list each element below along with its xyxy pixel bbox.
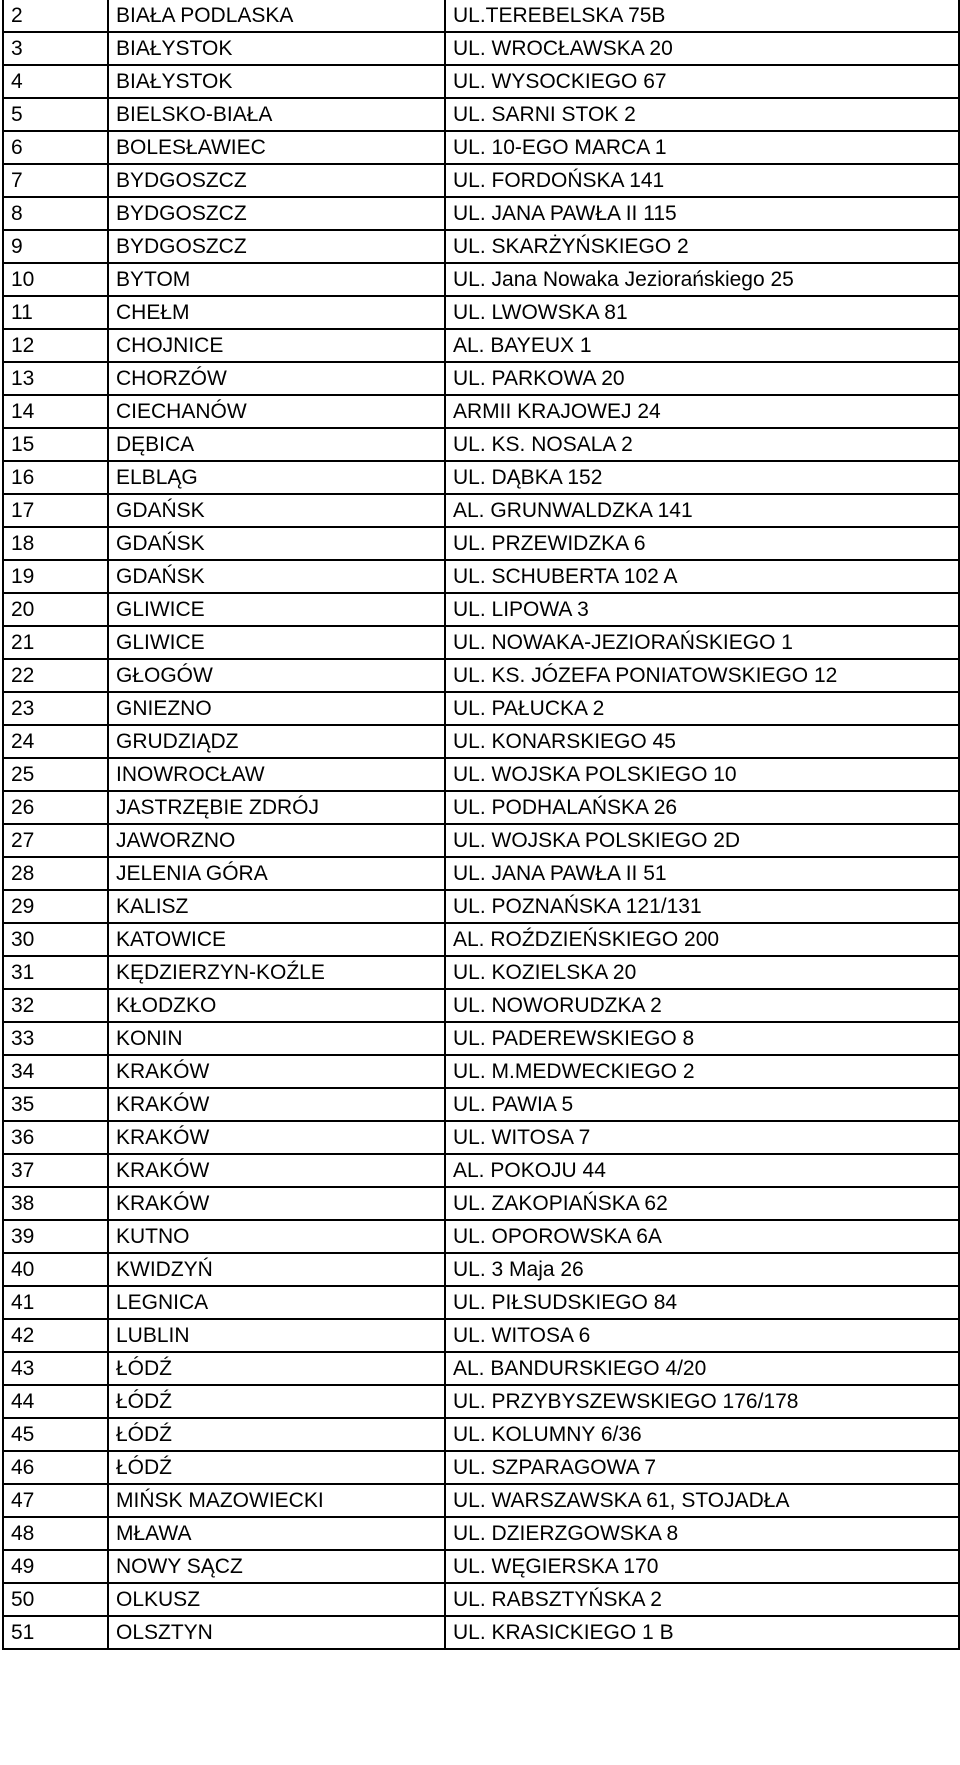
address-cell: UL. KOLUMNY 6/36 [445, 1418, 959, 1451]
city-cell: GŁOGÓW [108, 659, 445, 692]
city-cell: JAWORZNO [108, 824, 445, 857]
city-cell: BYDGOSZCZ [108, 230, 445, 263]
row-number-cell: 15 [3, 428, 108, 461]
row-number-cell: 50 [3, 1583, 108, 1616]
row-number-cell: 29 [3, 890, 108, 923]
table-row [3, 1451, 959, 1484]
city-cell: KUTNO [108, 1220, 445, 1253]
row-number-cell: 14 [3, 395, 108, 428]
address-cell: UL. KRASICKIEGO 1 B [445, 1616, 959, 1649]
row-number-cell: 34 [3, 1055, 108, 1088]
address-cell: UL. NOWAKA-JEZIORAŃSKIEGO 1 [445, 626, 959, 659]
table-row [3, 890, 959, 923]
row-number-cell: 11 [3, 296, 108, 329]
row-number-cell: 20 [3, 593, 108, 626]
address-cell: UL. DZIERZGOWSKA 8 [445, 1517, 959, 1550]
table-row [3, 593, 959, 626]
table-row [3, 560, 959, 593]
address-cell: UL. ZAKOPIAŃSKA 62 [445, 1187, 959, 1220]
table-row [3, 0, 959, 32]
city-cell: KWIDZYŃ [108, 1253, 445, 1286]
city-cell: KRAKÓW [108, 1088, 445, 1121]
table-row [3, 65, 959, 98]
city-cell: GDAŃSK [108, 560, 445, 593]
address-cell: ARMII KRAJOWEJ 24 [445, 395, 959, 428]
row-number-cell: 41 [3, 1286, 108, 1319]
city-cell: GDAŃSK [108, 527, 445, 560]
row-number-cell: 36 [3, 1121, 108, 1154]
address-cell: UL. RABSZTYŃSKA 2 [445, 1583, 959, 1616]
table-row [3, 395, 959, 428]
city-cell: KRAKÓW [108, 1055, 445, 1088]
table-row [3, 1253, 959, 1286]
row-number-cell: 3 [3, 32, 108, 65]
address-cell: UL. SCHUBERTA 102 A [445, 560, 959, 593]
row-number-cell: 27 [3, 824, 108, 857]
address-cell: UL. PAWIA 5 [445, 1088, 959, 1121]
address-cell: UL. SARNI STOK 2 [445, 98, 959, 131]
row-number-cell: 18 [3, 527, 108, 560]
address-cell: UL. WĘGIERSKA 170 [445, 1550, 959, 1583]
city-cell: MŁAWA [108, 1517, 445, 1550]
row-number-cell: 6 [3, 131, 108, 164]
row-number-cell: 25 [3, 758, 108, 791]
address-cell: UL. NOWORUDZKA 2 [445, 989, 959, 1022]
city-cell: MIŃSK MAZOWIECKI [108, 1484, 445, 1517]
city-cell: BIAŁYSTOK [108, 65, 445, 98]
address-cell: UL. PADEREWSKIEGO 8 [445, 1022, 959, 1055]
address-cell: UL. SKARŻYŃSKIEGO 2 [445, 230, 959, 263]
address-cell: UL. LIPOWA 3 [445, 593, 959, 626]
city-cell: BIAŁA PODLASKA [108, 0, 445, 32]
table-row [3, 362, 959, 395]
table-row [3, 164, 959, 197]
row-number-cell: 46 [3, 1451, 108, 1484]
city-cell: BYTOM [108, 263, 445, 296]
row-number-cell: 51 [3, 1616, 108, 1649]
address-cell: UL. KS. JÓZEFA PONIATOWSKIEGO 12 [445, 659, 959, 692]
address-cell: UL. KS. NOSALA 2 [445, 428, 959, 461]
address-cell: UL. Jana Nowaka Jeziorańskiego 25 [445, 263, 959, 296]
row-number-cell: 19 [3, 560, 108, 593]
city-cell: KRAKÓW [108, 1187, 445, 1220]
city-cell: INOWROCŁAW [108, 758, 445, 791]
address-cell: UL. LWOWSKA 81 [445, 296, 959, 329]
locations-table [2, 0, 960, 1650]
table-row [3, 1187, 959, 1220]
address-cell: UL. WOJSKA POLSKIEGO 10 [445, 758, 959, 791]
table-row [3, 263, 959, 296]
table-row [3, 758, 959, 791]
table-row [3, 923, 959, 956]
row-number-cell: 35 [3, 1088, 108, 1121]
table-row [3, 692, 959, 725]
row-number-cell: 39 [3, 1220, 108, 1253]
table-row [3, 1319, 959, 1352]
city-cell: BYDGOSZCZ [108, 164, 445, 197]
city-cell: CHORZÓW [108, 362, 445, 395]
address-cell: AL. BAYEUX 1 [445, 329, 959, 362]
table-row [3, 1088, 959, 1121]
row-number-cell: 26 [3, 791, 108, 824]
city-cell: GRUDZIĄDZ [108, 725, 445, 758]
table-row [3, 98, 959, 131]
city-cell: KONIN [108, 1022, 445, 1055]
row-number-cell: 24 [3, 725, 108, 758]
city-cell: ŁÓDŹ [108, 1385, 445, 1418]
address-cell: AL. ROŹDZIEŃSKIEGO 200 [445, 923, 959, 956]
city-cell: CHOJNICE [108, 329, 445, 362]
row-number-cell: 23 [3, 692, 108, 725]
table-row [3, 230, 959, 263]
address-cell: UL. DĄBKA 152 [445, 461, 959, 494]
row-number-cell: 21 [3, 626, 108, 659]
table-row [3, 527, 959, 560]
row-number-cell: 30 [3, 923, 108, 956]
row-number-cell: 2 [3, 0, 108, 32]
city-cell: ŁÓDŹ [108, 1451, 445, 1484]
locations-table-body [3, 0, 959, 1649]
city-cell: LUBLIN [108, 1319, 445, 1352]
address-cell: UL. PIŁSUDSKIEGO 84 [445, 1286, 959, 1319]
row-number-cell: 8 [3, 197, 108, 230]
address-cell: UL. M.MEDWECKIEGO 2 [445, 1055, 959, 1088]
address-cell: UL. OPOROWSKA 6A [445, 1220, 959, 1253]
row-number-cell: 44 [3, 1385, 108, 1418]
city-cell: JELENIA GÓRA [108, 857, 445, 890]
city-cell: CHEŁM [108, 296, 445, 329]
city-cell: KRAKÓW [108, 1154, 445, 1187]
row-number-cell: 33 [3, 1022, 108, 1055]
table-row [3, 1055, 959, 1088]
city-cell: ELBLĄG [108, 461, 445, 494]
row-number-cell: 37 [3, 1154, 108, 1187]
row-number-cell: 22 [3, 659, 108, 692]
row-number-cell: 43 [3, 1352, 108, 1385]
table-row [3, 1352, 959, 1385]
city-cell: KALISZ [108, 890, 445, 923]
row-number-cell: 28 [3, 857, 108, 890]
city-cell: BOLESŁAWIEC [108, 131, 445, 164]
address-cell: UL. SZPARAGOWA 7 [445, 1451, 959, 1484]
address-cell: UL. KONARSKIEGO 45 [445, 725, 959, 758]
row-number-cell: 5 [3, 98, 108, 131]
address-cell: UL. KOZIELSKA 20 [445, 956, 959, 989]
address-cell: UL. 3 Maja 26 [445, 1253, 959, 1286]
row-number-cell: 48 [3, 1517, 108, 1550]
table-row [3, 197, 959, 230]
address-cell: UL. PARKOWA 20 [445, 362, 959, 395]
address-cell: UL. JANA PAWŁA II 51 [445, 857, 959, 890]
table-row [3, 1154, 959, 1187]
address-cell: UL. POZNAŃSKA 121/131 [445, 890, 959, 923]
row-number-cell: 47 [3, 1484, 108, 1517]
table-row [3, 32, 959, 65]
table-row [3, 1583, 959, 1616]
address-cell: UL. WOJSKA POLSKIEGO 2D [445, 824, 959, 857]
city-cell: GNIEZNO [108, 692, 445, 725]
table-row [3, 494, 959, 527]
row-number-cell: 40 [3, 1253, 108, 1286]
table-row [3, 626, 959, 659]
table-row [3, 461, 959, 494]
address-cell: UL. WITOSA 7 [445, 1121, 959, 1154]
address-cell: UL.TEREBELSKA 75B [445, 0, 959, 32]
city-cell: NOWY SĄCZ [108, 1550, 445, 1583]
table-row [3, 725, 959, 758]
row-number-cell: 32 [3, 989, 108, 1022]
city-cell: GLIWICE [108, 626, 445, 659]
row-number-cell: 17 [3, 494, 108, 527]
row-number-cell: 9 [3, 230, 108, 263]
table-row [3, 1550, 959, 1583]
city-cell: ŁÓDŹ [108, 1418, 445, 1451]
table-row [3, 131, 959, 164]
row-number-cell: 12 [3, 329, 108, 362]
row-number-cell: 16 [3, 461, 108, 494]
address-cell: AL. BANDURSKIEGO 4/20 [445, 1352, 959, 1385]
address-cell: UL. WARSZAWSKA 61, STOJADŁA [445, 1484, 959, 1517]
table-row [3, 1418, 959, 1451]
city-cell: KATOWICE [108, 923, 445, 956]
table-row [3, 1616, 959, 1649]
city-cell: OLKUSZ [108, 1583, 445, 1616]
address-cell: AL. POKOJU 44 [445, 1154, 959, 1187]
address-cell: UL. PRZEWIDZKA 6 [445, 527, 959, 560]
address-cell: AL. GRUNWALDZKA 141 [445, 494, 959, 527]
table-row [3, 1286, 959, 1319]
table-row [3, 1022, 959, 1055]
row-number-cell: 38 [3, 1187, 108, 1220]
city-cell: LEGNICA [108, 1286, 445, 1319]
city-cell: GDAŃSK [108, 494, 445, 527]
table-row [3, 989, 959, 1022]
address-cell: UL. WITOSA 6 [445, 1319, 959, 1352]
city-cell: OLSZTYN [108, 1616, 445, 1649]
city-cell: KĘDZIERZYN-KOŹLE [108, 956, 445, 989]
address-cell: UL. FORDOŃSKA 141 [445, 164, 959, 197]
table-row [3, 428, 959, 461]
city-cell: ŁÓDŹ [108, 1352, 445, 1385]
address-cell: UL. JANA PAWŁA II 115 [445, 197, 959, 230]
row-number-cell: 45 [3, 1418, 108, 1451]
row-number-cell: 49 [3, 1550, 108, 1583]
table-row [3, 824, 959, 857]
table-row [3, 857, 959, 890]
address-cell: UL. WROCŁAWSKA 20 [445, 32, 959, 65]
address-cell: UL. 10-EGO MARCA 1 [445, 131, 959, 164]
table-row [3, 659, 959, 692]
table-row [3, 1220, 959, 1253]
city-cell: BYDGOSZCZ [108, 197, 445, 230]
row-number-cell: 7 [3, 164, 108, 197]
table-row [3, 329, 959, 362]
address-cell: UL. PODHALAŃSKA 26 [445, 791, 959, 824]
city-cell: KRAKÓW [108, 1121, 445, 1154]
table-row [3, 296, 959, 329]
address-cell: UL. WYSOCKIEGO 67 [445, 65, 959, 98]
table-row [3, 1385, 959, 1418]
city-cell: CIECHANÓW [108, 395, 445, 428]
city-cell: DĘBICA [108, 428, 445, 461]
table-row [3, 1121, 959, 1154]
row-number-cell: 13 [3, 362, 108, 395]
city-cell: BIELSKO-BIAŁA [108, 98, 445, 131]
table-row [3, 956, 959, 989]
row-number-cell: 31 [3, 956, 108, 989]
city-cell: KŁODZKO [108, 989, 445, 1022]
table-row [3, 1517, 959, 1550]
row-number-cell: 10 [3, 263, 108, 296]
address-cell: UL. PAŁUCKA 2 [445, 692, 959, 725]
address-cell: UL. PRZYBYSZEWSKIEGO 176/178 [445, 1385, 959, 1418]
row-number-cell: 42 [3, 1319, 108, 1352]
row-number-cell: 4 [3, 65, 108, 98]
city-cell: GLIWICE [108, 593, 445, 626]
table-row [3, 791, 959, 824]
table-row [3, 1484, 959, 1517]
city-cell: JASTRZĘBIE ZDRÓJ [108, 791, 445, 824]
city-cell: BIAŁYSTOK [108, 32, 445, 65]
